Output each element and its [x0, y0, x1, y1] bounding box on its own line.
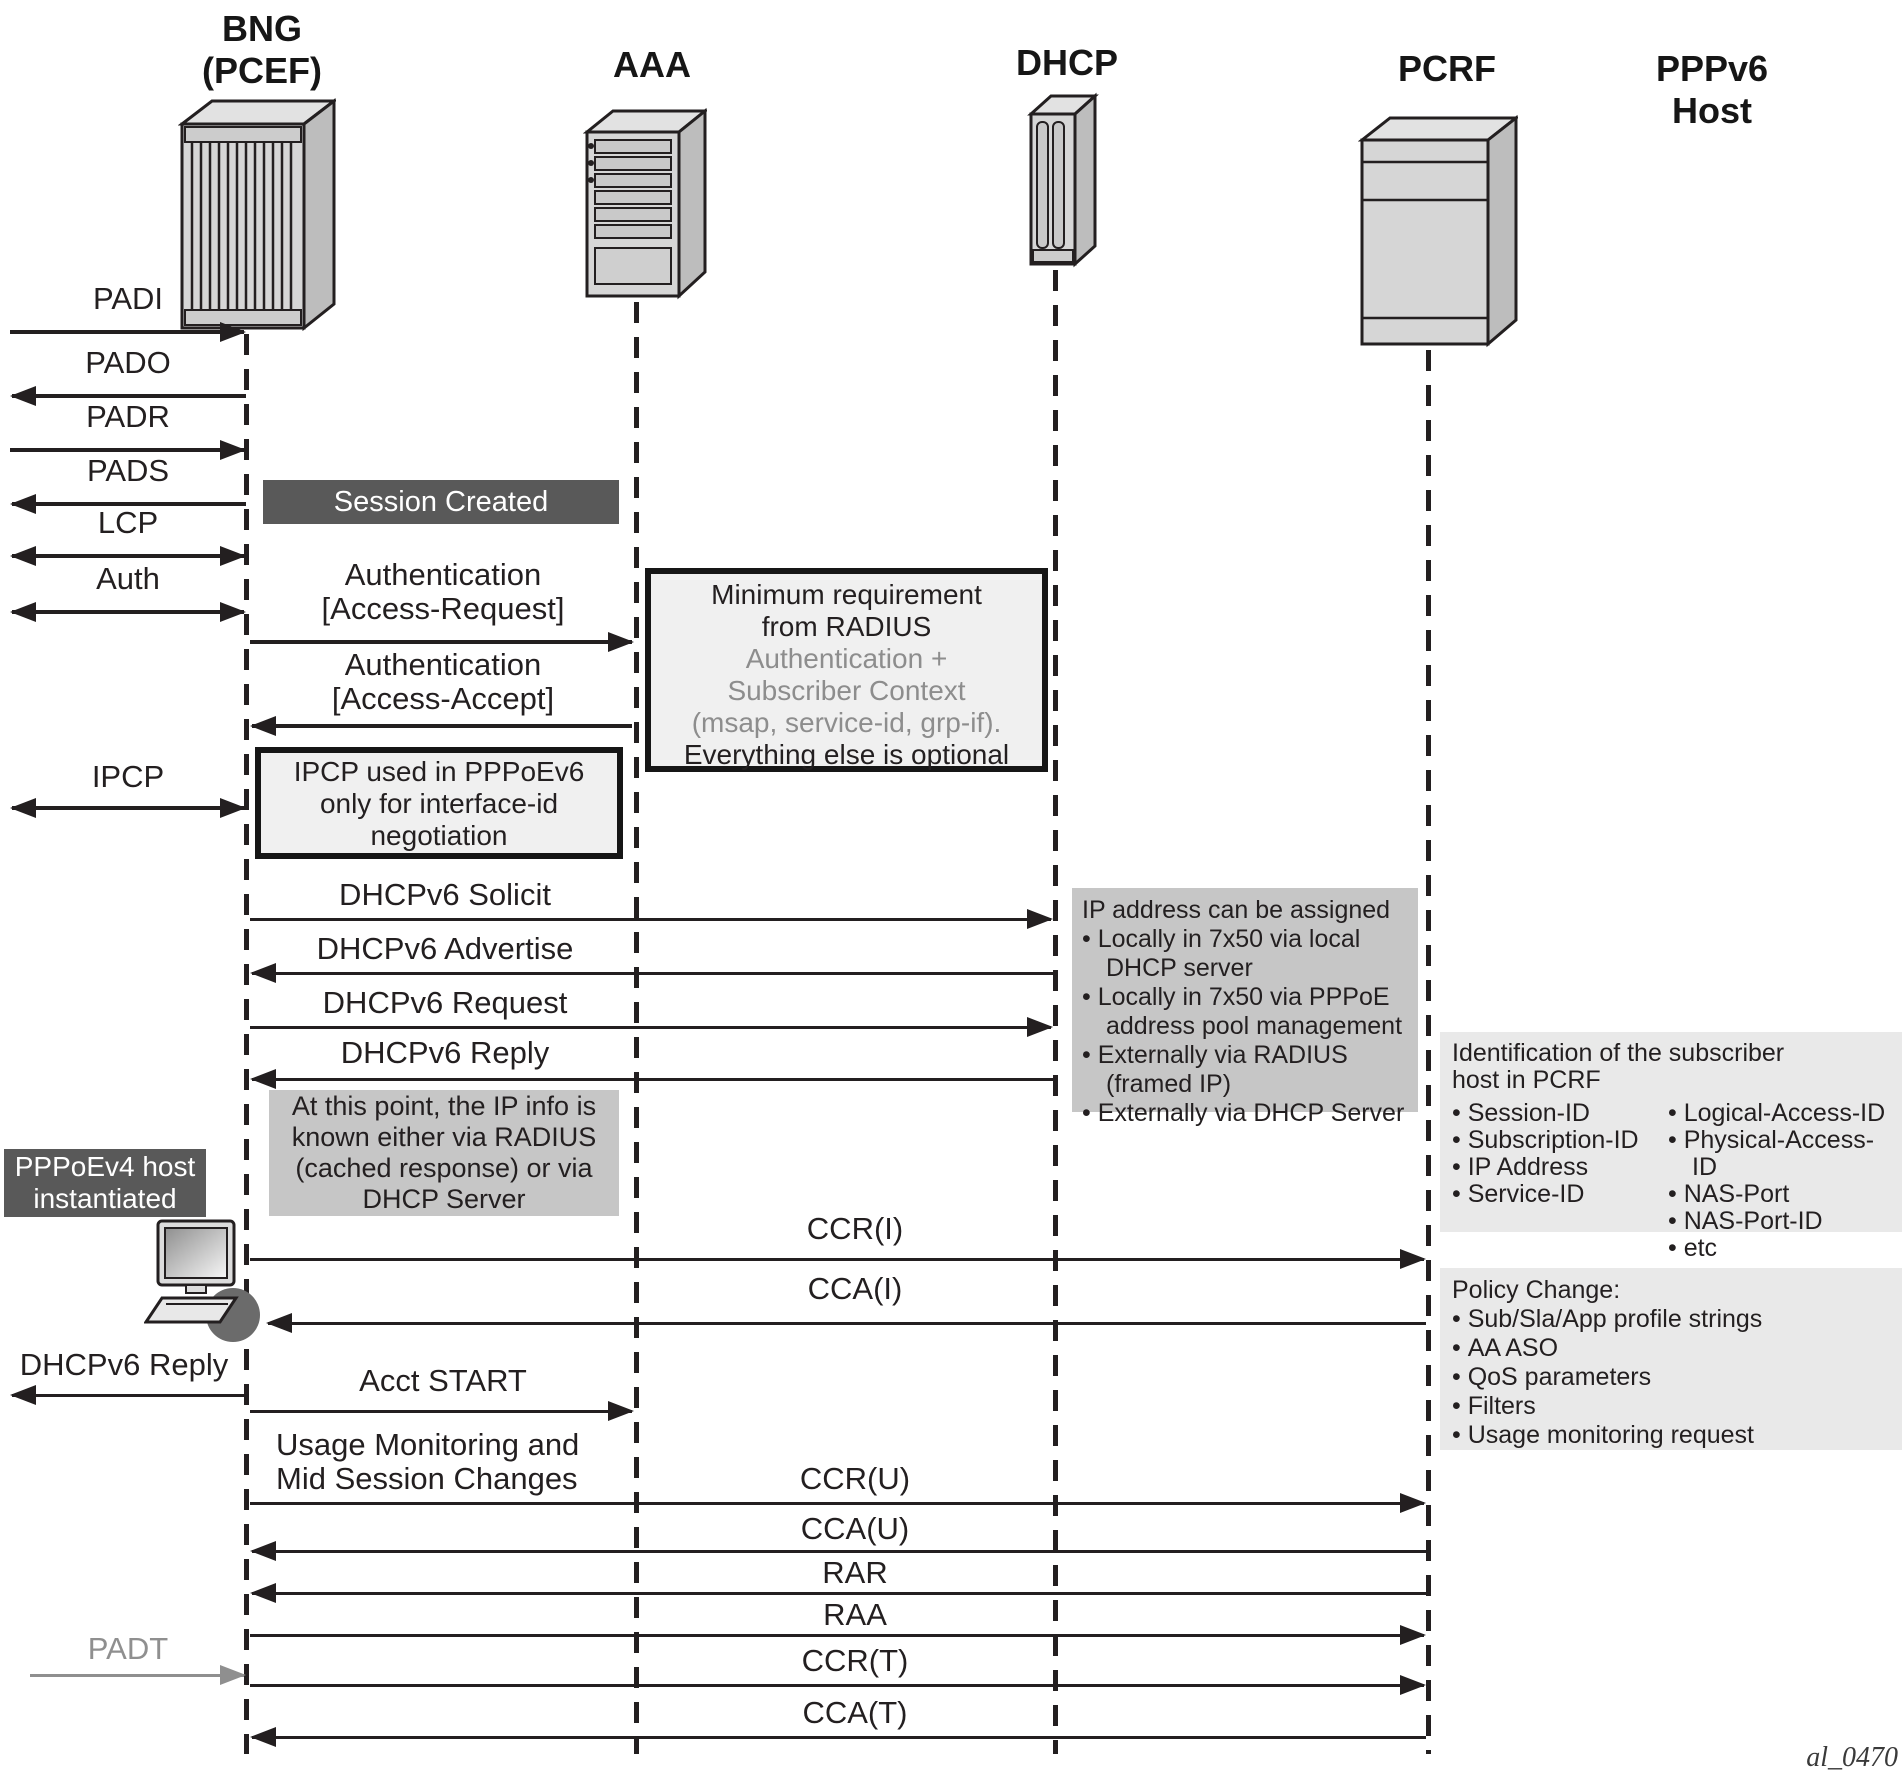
auth-request-arrow	[250, 640, 632, 644]
pppoev4-host-note	[4, 1149, 206, 1217]
session-created-note: Session Created	[263, 480, 619, 524]
dhcpv6-advertise-label: DHCPv6 Advertise	[316, 931, 574, 966]
ip-assign-bullet: • Locally in 7x50 via local DHCP server	[1082, 925, 1408, 983]
dhcpv6-reply-host-arrow	[12, 1394, 248, 1397]
actor-label-bng	[202, 8, 322, 92]
auth-accept-arrow	[252, 724, 632, 728]
identification-item: • Subscription-ID	[1452, 1127, 1667, 1154]
lifeline-pcrf	[1426, 350, 1431, 1754]
actor-label-bng-line2: (PCEF)	[202, 50, 322, 91]
padi-arrow	[10, 330, 244, 334]
dhcpv6-solicit-arrow	[250, 918, 1051, 921]
auth-accept-line1: Authentication	[344, 647, 542, 682]
identification-item: • NAS-Port	[1668, 1181, 1896, 1208]
actor-label-pppv6-line1: PPPv6	[1655, 48, 1769, 89]
dhcpv6-reply-host-label: DHCPv6 Reply	[19, 1347, 229, 1382]
radius-note-line4: Subscriber Context	[727, 675, 966, 706]
identification-item: • Logical-Access-ID	[1668, 1100, 1896, 1127]
auth-arrow	[12, 610, 244, 614]
radius-note-line5: (msap, service-id, grp-if).	[691, 707, 1002, 738]
at-this-point-line1: At this point, the IP info is	[291, 1091, 597, 1121]
radius-note-line6: Everything else is optional	[683, 739, 1010, 770]
ccr-t-arrow	[250, 1684, 1424, 1687]
ipcp-note	[255, 747, 623, 859]
identification-note	[1440, 1032, 1902, 1262]
padt-label: PADT	[87, 1631, 169, 1666]
pcrf-server-icon	[1358, 106, 1518, 348]
padr-arrow	[10, 448, 244, 452]
ccr-t-label: CCR(T)	[801, 1643, 909, 1678]
pads-label: PADS	[86, 453, 170, 488]
acct-start-label: Acct START	[359, 1363, 527, 1398]
identification-title: Identification of the subscriber host in PCRF	[1452, 1039, 1785, 1094]
dhcpv6-request-label: DHCPv6 Request	[322, 985, 568, 1020]
rar-arrow	[252, 1592, 1426, 1595]
policy-change-title: Policy Change:	[1452, 1276, 1621, 1304]
dhcpv6-solicit-label: DHCPv6 Solicit	[339, 877, 551, 912]
dhcp-server-icon	[1027, 86, 1099, 268]
at-this-point-line3: (cached response) or via	[295, 1153, 593, 1183]
actor-label-bng-line1: BNG	[222, 8, 302, 49]
cca-t-label: CCA(T)	[802, 1695, 908, 1730]
ipcp-note-line2: only for interface-id	[319, 788, 559, 819]
cca-u-arrow	[252, 1550, 1426, 1553]
pppoev4-host-line1: PPPoEv4 host	[14, 1151, 196, 1182]
auth-accept-label	[332, 648, 554, 716]
identification-item: • etc	[1668, 1235, 1896, 1262]
auth-accept-line2: [Access-Accept]	[331, 681, 555, 716]
ip-assign-bullet: • Locally in 7x50 via PPPoE address pool management	[1082, 983, 1408, 1041]
ccr-u-arrow	[250, 1502, 1424, 1505]
actor-label-aaa: AAA	[613, 44, 691, 85]
ip-assign-bullet: • Externally via RADIUS (framed IP)	[1082, 1041, 1408, 1099]
pppoev4-host-line2: instantiated	[33, 1183, 177, 1214]
pado-label: PADO	[85, 345, 171, 380]
at-this-point-line4: DHCP Server	[362, 1184, 526, 1214]
policy-change-item: • AA ASO	[1452, 1334, 1890, 1363]
radius-note-line3: Authentication +	[745, 643, 948, 674]
policy-change-item: • Usage monitoring request	[1452, 1421, 1890, 1450]
padr-label: PADR	[86, 399, 170, 434]
actor-label-pppv6-host	[1656, 48, 1768, 132]
identification-item: • Physical-Access-ID	[1668, 1127, 1896, 1181]
at-this-point-note	[269, 1090, 619, 1216]
lifeline-dhcp	[1053, 270, 1058, 1754]
policy-change-item: • Filters	[1452, 1392, 1890, 1421]
radius-note-line1: Minimum requirement	[711, 579, 982, 610]
ccr-u-label: CCR(U)	[799, 1461, 911, 1496]
lcp-label: LCP	[97, 505, 159, 540]
cca-u-label: CCA(U)	[800, 1511, 910, 1546]
padi-label: PADI	[92, 281, 164, 316]
usage-monitoring-line2: Mid Session Changes	[276, 1461, 578, 1496]
ccr-i-label: CCR(I)	[806, 1211, 904, 1246]
dhcpv6-reply-label: DHCPv6 Reply	[340, 1035, 550, 1070]
actor-label-pcrf: PCRF	[1398, 48, 1496, 89]
pado-arrow	[12, 394, 246, 398]
identification-item: • Service-ID	[1452, 1181, 1667, 1208]
figure-id: al_0470	[1806, 1742, 1898, 1773]
raa-label: RAA	[823, 1597, 887, 1632]
at-this-point-line2: known either via RADIUS	[291, 1122, 597, 1152]
ip-assign-bullet: • Externally via DHCP Server	[1082, 1099, 1408, 1128]
ipcp-label: IPCP	[91, 759, 165, 794]
bng-router-icon	[178, 90, 336, 332]
host-computer-icon	[144, 1218, 250, 1330]
auth-request-label	[322, 558, 565, 626]
radius-note-line2: from RADIUS	[761, 611, 932, 642]
radius-minimum-note	[645, 568, 1048, 772]
cca-i-arrow	[268, 1322, 1426, 1325]
lcp-arrow	[12, 554, 244, 558]
policy-change-item: • Sub/Sla/App profile strings	[1452, 1305, 1890, 1334]
dhcpv6-reply-arrow	[252, 1078, 1053, 1081]
ip-assign-note	[1072, 888, 1418, 1127]
identification-item: • NAS-Port-ID	[1668, 1208, 1896, 1235]
actor-label-dhcp: DHCP	[1015, 42, 1119, 83]
auth-request-line1: Authentication	[344, 557, 542, 592]
aaa-server-icon	[583, 100, 707, 300]
ipcp-note-line3: negotiation	[370, 820, 508, 851]
cca-t-arrow	[252, 1736, 1426, 1739]
auth-label: Auth	[96, 561, 160, 596]
ccr-i-arrow	[250, 1258, 1424, 1261]
raa-arrow	[250, 1634, 1424, 1637]
identification-item: • Session-ID	[1452, 1100, 1667, 1127]
auth-request-line2: [Access-Request]	[321, 591, 565, 626]
ipcp-arrow	[12, 806, 244, 810]
acct-start-arrow	[250, 1410, 632, 1413]
usage-monitoring-line1: Usage Monitoring and	[276, 1427, 580, 1462]
actor-label-pppv6-line2: Host	[1671, 90, 1752, 131]
dhcpv6-advertise-arrow	[252, 972, 1053, 975]
padt-arrow	[30, 1674, 244, 1677]
identification-item: • IP Address	[1452, 1154, 1667, 1181]
ip-assign-title: IP address can be assigned	[1082, 896, 1391, 924]
rar-label: RAR	[822, 1555, 888, 1590]
usage-monitoring-label	[276, 1428, 579, 1496]
cca-i-label: CCA(I)	[807, 1271, 903, 1306]
policy-change-note	[1440, 1268, 1902, 1450]
ipcp-note-line1: IPCP used in PPPoEv6	[293, 756, 585, 787]
policy-change-item: • QoS parameters	[1452, 1363, 1890, 1392]
dhcpv6-request-arrow	[250, 1026, 1051, 1029]
